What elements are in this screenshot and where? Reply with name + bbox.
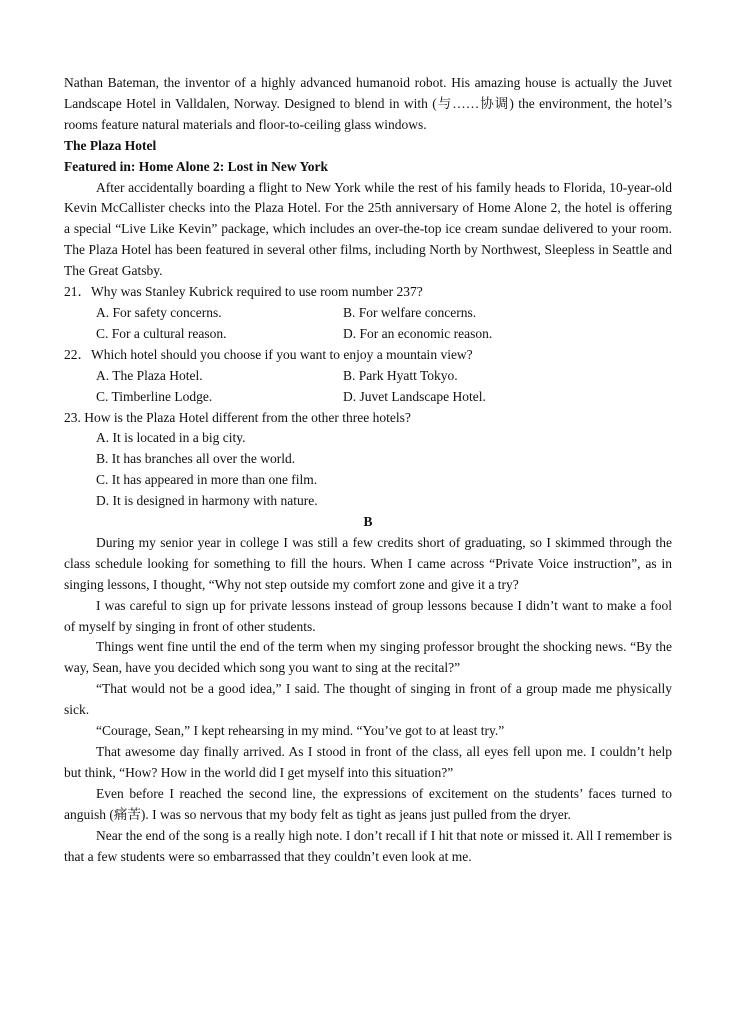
story-paragraph: I was careful to sign up for private lessons instead of group lessons because I didn’t want to make a fool of myself by singing in front of other students.: [64, 597, 672, 634]
option-b: B. Park Hyatt Tokyo.: [343, 367, 458, 383]
question-stem: 22．Which hotel should you choose if you want to enjoy a mountain view?: [64, 346, 473, 362]
option-d: D. Juvet Landscape Hotel.: [343, 388, 486, 404]
option-c: C. It has appeared in more than one film.: [96, 472, 318, 488]
question-stem: 23. How is the Plaza Hotel different from the other three hotels?: [64, 409, 411, 425]
question-23: [64, 408, 672, 513]
option-c: C. For a cultural reason.: [96, 325, 227, 341]
option-a: A. For safety concerns.: [96, 304, 222, 320]
option-b: B. For welfare concerns.: [343, 304, 477, 320]
option-d: D. It is designed in harmony with nature.: [96, 493, 318, 509]
section-heading-plaza: The Plaza Hotel: [64, 137, 157, 153]
section-label-b: B: [363, 514, 373, 530]
plaza-paragraph: After accidentally boarding a flight to New York while the rest of his family heads to Florida, 10-year-old Kevin McCallister checks into the Plaza Hotel. For the 25th anniversary of Home Alone 2, the hotel is offering a special “Live Like Kevin” package, which includes an over-the-top ice cream sundae delivered to your room. The Plaza Hotel has been featured in several other films, including North by Northwest, Sleepless in Seattle and The Great Gatsby.: [64, 179, 672, 279]
story-paragraph: “That would not be a good idea,” I said. The thought of singing in front of a group made me physically sick.: [64, 681, 672, 718]
question-21: [64, 282, 672, 345]
question-options: [64, 428, 672, 512]
question-options: [64, 303, 672, 345]
option-a: A. It is located in a big city.: [96, 430, 246, 446]
option-c: C. Timberline Lodge.: [96, 388, 213, 404]
option-b: B. It has branches all over the world.: [96, 451, 296, 467]
option-d: D. For an economic reason.: [343, 325, 493, 341]
story-paragraph: Even before I reached the second line, the expressions of excitement on the students’ faces turned to anguish (痛苦). I was so nervous that my body felt as tight as jeans just pulled from the dryer.: [64, 785, 672, 822]
document-page: [64, 73, 672, 867]
question-22: [64, 345, 672, 408]
intro-paragraph: Nathan Bateman, the inventor of a highly advanced humanoid robot. His amazing house is actually the Juvet Landscape Hotel in Valldalen, Norway. Designed to blend in with (与……协调) the environment, the hotel’s rooms feature natural materials and floor-to-ceiling glass windows.: [64, 75, 672, 132]
option-a: A. The Plaza Hotel.: [96, 367, 203, 383]
question-options: [64, 366, 672, 408]
featured-line: Featured in: Home Alone 2: Lost in New York: [64, 158, 328, 174]
story-paragraph: Near the end of the song is a really high note. I don’t recall if I hit that note or missed it. All I remember is that a few students were so embarrassed that they couldn’t even look at me.: [64, 827, 672, 864]
story-paragraph: That awesome day finally arrived. As I stood in front of the class, all eyes fell upon me. I couldn’t help but think, “How? How in the world did I get myself into this situation?”: [64, 744, 672, 780]
story-paragraph: Things went fine until the end of the term when my singing professor brought the shocking news. “By the way, Sean, have you decided which song you want to sing at the recital?”: [64, 639, 672, 676]
question-stem: 21．Why was Stanley Kubrick required to use room number 237?: [64, 284, 423, 300]
story-paragraph: During my senior year in college I was still a few credits short of graduating, so I skimmed through the class schedule looking for something to fill the hours. When I came across “Private Voice instruction”, as in singing lessons, I thought, “Why not step outside my comfort zone and give it a try?: [64, 534, 672, 592]
story-paragraph: “Courage, Sean,” I kept rehearsing in my mind. “You’ve got to at least try.”: [96, 723, 505, 739]
